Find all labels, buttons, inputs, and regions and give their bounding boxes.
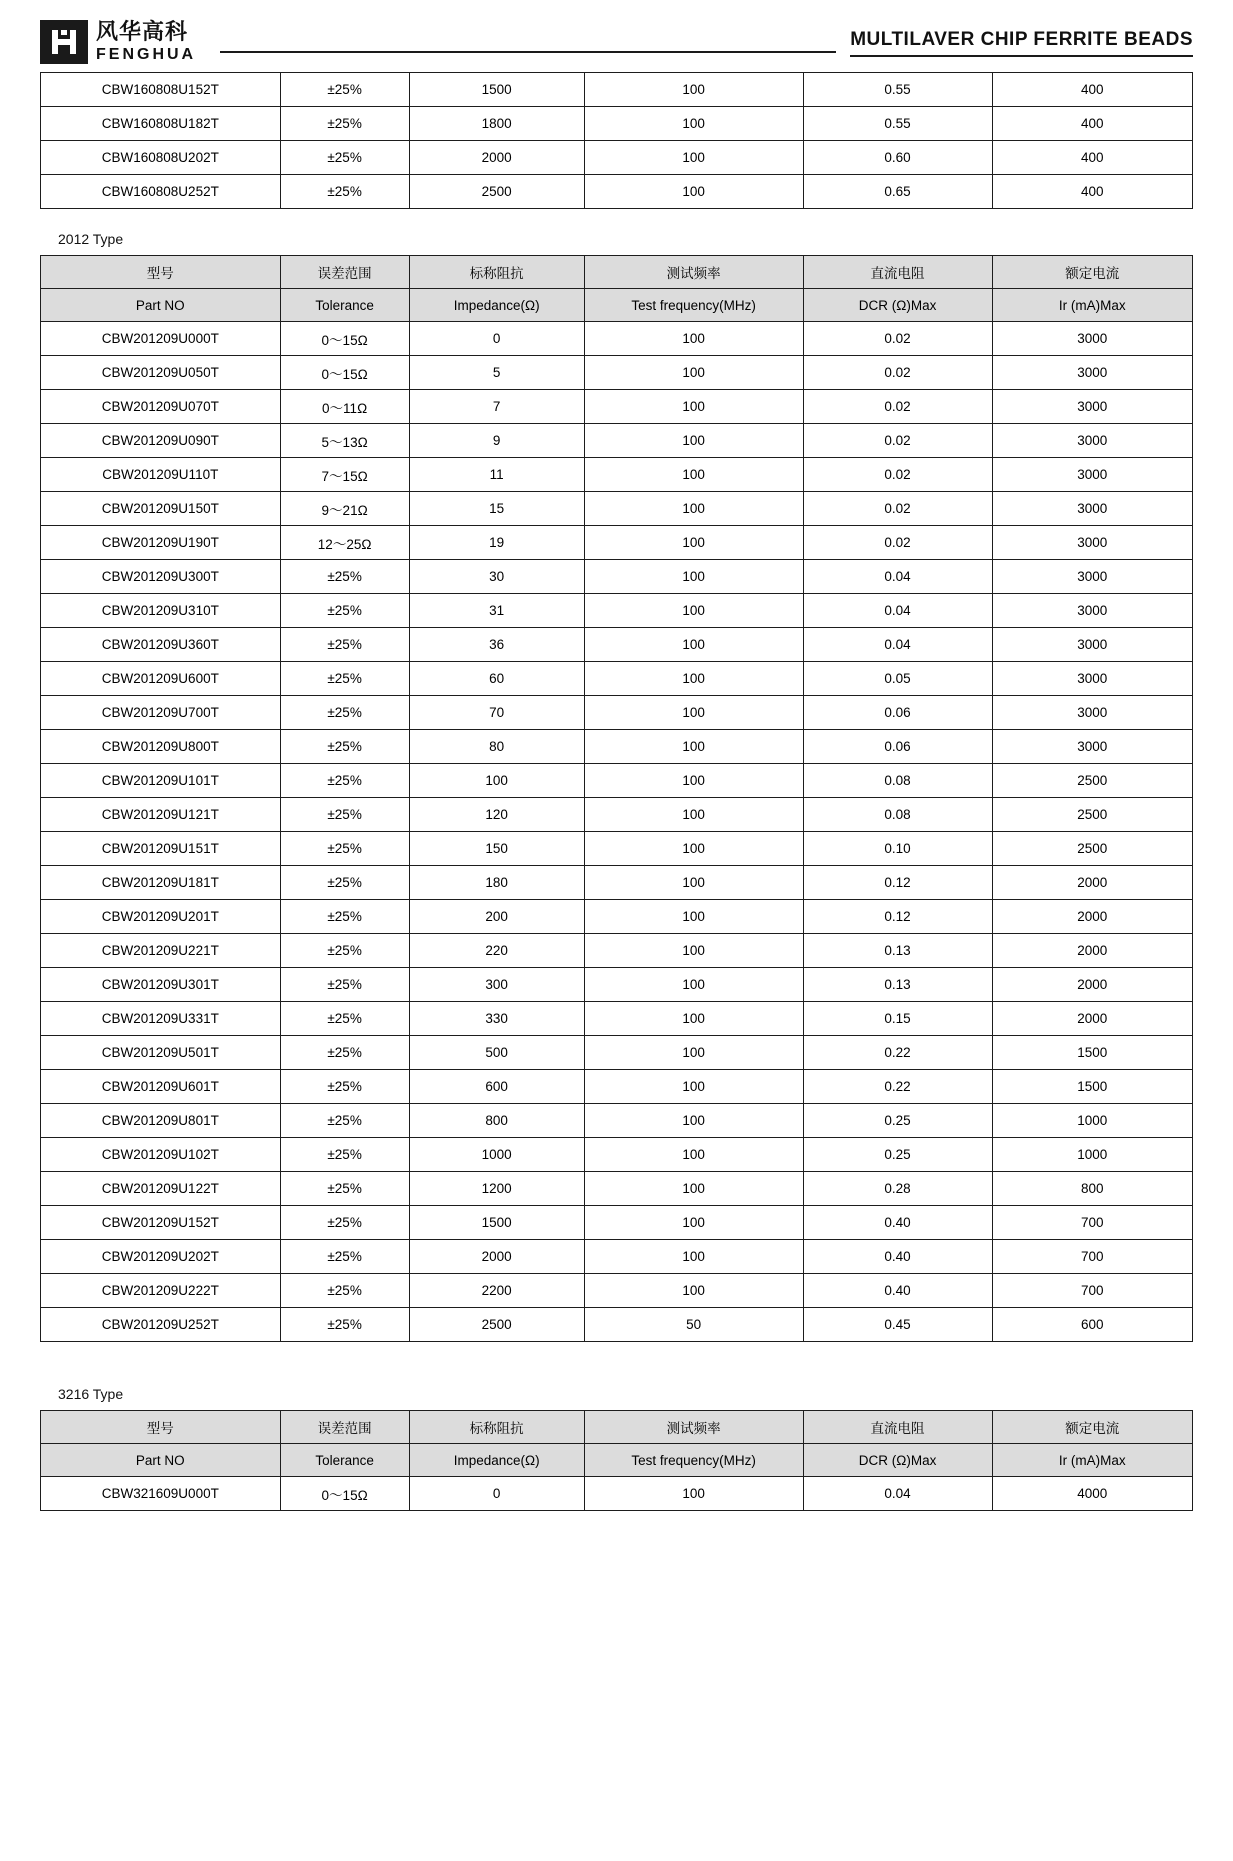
cell-part-no: CBW201209U300T bbox=[41, 560, 281, 594]
cell-impedance: 31 bbox=[409, 594, 584, 628]
cell-tolerance: ±25% bbox=[280, 764, 409, 798]
table-3216 bbox=[40, 1410, 1193, 1511]
cell-impedance: 1800 bbox=[409, 107, 584, 141]
cell-dcr: 0.08 bbox=[803, 764, 992, 798]
cell-part-no: CBW201209U150T bbox=[41, 492, 281, 526]
cell-tolerance: ±25% bbox=[280, 1036, 409, 1070]
cell-part-no: CBW201209U181T bbox=[41, 866, 281, 900]
cell-part-no: CBW201209U070T bbox=[41, 390, 281, 424]
cell-dcr: 0.02 bbox=[803, 492, 992, 526]
cell-dcr: 0.12 bbox=[803, 900, 992, 934]
cell-test-frequency: 100 bbox=[584, 730, 803, 764]
cell-impedance: 15 bbox=[409, 492, 584, 526]
page-header bbox=[40, 0, 1193, 72]
cell-dcr: 0.06 bbox=[803, 696, 992, 730]
cell-part-no: CBW201209U190T bbox=[41, 526, 281, 560]
table-row bbox=[41, 560, 1193, 594]
cell-tolerance: ±25% bbox=[280, 1002, 409, 1036]
col-header-frequency-en: Test frequency(MHz) bbox=[584, 1444, 803, 1477]
col-header-impedance-en: Impedance(Ω) bbox=[409, 289, 584, 322]
cell-test-frequency: 100 bbox=[584, 356, 803, 390]
col-header-tolerance-cn: 误差范围 bbox=[280, 256, 409, 289]
table-row bbox=[41, 141, 1193, 175]
cell-rated-current: 3000 bbox=[992, 492, 1192, 526]
cell-part-no: CBW160808U252T bbox=[41, 175, 281, 209]
cell-dcr: 0.10 bbox=[803, 832, 992, 866]
cell-part-no: CBW201209U090T bbox=[41, 424, 281, 458]
cell-test-frequency: 100 bbox=[584, 594, 803, 628]
table-row bbox=[41, 832, 1193, 866]
cell-rated-current: 3000 bbox=[992, 628, 1192, 662]
cell-impedance: 70 bbox=[409, 696, 584, 730]
table-row bbox=[41, 1308, 1193, 1342]
cell-impedance: 500 bbox=[409, 1036, 584, 1070]
table-row bbox=[41, 866, 1193, 900]
cell-rated-current: 3000 bbox=[992, 594, 1192, 628]
cell-test-frequency: 100 bbox=[584, 866, 803, 900]
table-row bbox=[41, 322, 1193, 356]
header-divider-rule bbox=[220, 51, 836, 53]
cell-test-frequency: 100 bbox=[584, 1477, 803, 1511]
cell-tolerance: ±25% bbox=[280, 866, 409, 900]
cell-rated-current: 3000 bbox=[992, 424, 1192, 458]
cell-part-no: CBW201209U101T bbox=[41, 764, 281, 798]
table-row bbox=[41, 458, 1193, 492]
table-row bbox=[41, 764, 1193, 798]
cell-rated-current: 400 bbox=[992, 107, 1192, 141]
cell-tolerance: 0～11Ω bbox=[280, 390, 409, 424]
cell-dcr: 0.02 bbox=[803, 424, 992, 458]
table-row bbox=[41, 175, 1193, 209]
table-row bbox=[41, 424, 1193, 458]
cell-tolerance: ±25% bbox=[280, 662, 409, 696]
cell-part-no: CBW201209U252T bbox=[41, 1308, 281, 1342]
cell-rated-current: 2000 bbox=[992, 1002, 1192, 1036]
cell-tolerance: 7～15Ω bbox=[280, 458, 409, 492]
col-header-frequency-en: Test frequency(MHz) bbox=[584, 289, 803, 322]
table-row bbox=[41, 107, 1193, 141]
cell-dcr: 0.22 bbox=[803, 1070, 992, 1104]
col-header-impedance-cn: 标称阻抗 bbox=[409, 1411, 584, 1444]
col-header-part-no-cn: 型号 bbox=[41, 256, 281, 289]
cell-tolerance: ±25% bbox=[280, 696, 409, 730]
section-label-3216: 3216 Type bbox=[58, 1386, 124, 1402]
table-2012-body bbox=[41, 322, 1193, 1342]
cell-test-frequency: 100 bbox=[584, 424, 803, 458]
cell-rated-current: 1500 bbox=[992, 1070, 1192, 1104]
cell-test-frequency: 100 bbox=[584, 1104, 803, 1138]
col-header-part-no-cn: 型号 bbox=[41, 1411, 281, 1444]
col-header-tolerance-cn: 误差范围 bbox=[280, 1411, 409, 1444]
cell-test-frequency: 100 bbox=[584, 1070, 803, 1104]
cell-test-frequency: 100 bbox=[584, 764, 803, 798]
cell-tolerance: ±25% bbox=[280, 1206, 409, 1240]
cell-test-frequency: 100 bbox=[584, 968, 803, 1002]
col-header-part-no-en: Part NO bbox=[41, 1444, 281, 1477]
col-header-current-en: Ir (mA)Max bbox=[992, 1444, 1192, 1477]
table-row bbox=[41, 696, 1193, 730]
cell-dcr: 0.04 bbox=[803, 1477, 992, 1511]
cell-part-no: CBW201209U202T bbox=[41, 1240, 281, 1274]
cell-tolerance: ±25% bbox=[280, 1172, 409, 1206]
cell-tolerance: 0～15Ω bbox=[280, 322, 409, 356]
cell-test-frequency: 100 bbox=[584, 1036, 803, 1070]
cell-test-frequency: 100 bbox=[584, 798, 803, 832]
cell-part-no: CBW321609U000T bbox=[41, 1477, 281, 1511]
table-1608-continued bbox=[40, 72, 1193, 209]
cell-impedance: 7 bbox=[409, 390, 584, 424]
cell-test-frequency: 100 bbox=[584, 1138, 803, 1172]
cell-impedance: 5 bbox=[409, 356, 584, 390]
header-row-cn bbox=[41, 1411, 1193, 1444]
cell-test-frequency: 100 bbox=[584, 900, 803, 934]
cell-rated-current: 2500 bbox=[992, 798, 1192, 832]
cell-dcr: 0.22 bbox=[803, 1036, 992, 1070]
cell-test-frequency: 100 bbox=[584, 560, 803, 594]
cell-part-no: CBW201209U800T bbox=[41, 730, 281, 764]
cell-tolerance: 0～15Ω bbox=[280, 1477, 409, 1511]
cell-part-no: CBW201209U310T bbox=[41, 594, 281, 628]
cell-tolerance: ±25% bbox=[280, 73, 409, 107]
cell-tolerance: ±25% bbox=[280, 1240, 409, 1274]
cell-impedance: 200 bbox=[409, 900, 584, 934]
cell-part-no: CBW201209U221T bbox=[41, 934, 281, 968]
cell-rated-current: 2000 bbox=[992, 866, 1192, 900]
cell-tolerance: ±25% bbox=[280, 1070, 409, 1104]
col-header-dcr-cn: 直流电阻 bbox=[803, 1411, 992, 1444]
cell-tolerance: ±25% bbox=[280, 934, 409, 968]
table-row bbox=[41, 526, 1193, 560]
cell-part-no: CBW201209U151T bbox=[41, 832, 281, 866]
cell-rated-current: 400 bbox=[992, 73, 1192, 107]
cell-test-frequency: 100 bbox=[584, 73, 803, 107]
brand-wordmark bbox=[96, 21, 196, 63]
cell-tolerance: 12～25Ω bbox=[280, 526, 409, 560]
cell-dcr: 0.15 bbox=[803, 1002, 992, 1036]
cell-dcr: 0.02 bbox=[803, 458, 992, 492]
cell-dcr: 0.02 bbox=[803, 390, 992, 424]
col-header-frequency-cn: 测试频率 bbox=[584, 1411, 803, 1444]
table-row bbox=[41, 934, 1193, 968]
table-row bbox=[41, 594, 1193, 628]
cell-impedance: 60 bbox=[409, 662, 584, 696]
cell-impedance: 100 bbox=[409, 764, 584, 798]
cell-impedance: 0 bbox=[409, 322, 584, 356]
cell-test-frequency: 100 bbox=[584, 141, 803, 175]
cell-tolerance: ±25% bbox=[280, 900, 409, 934]
brand-logo bbox=[40, 20, 196, 64]
cell-part-no: CBW201209U801T bbox=[41, 1104, 281, 1138]
table-row bbox=[41, 798, 1193, 832]
cell-part-no: CBW201209U301T bbox=[41, 968, 281, 1002]
col-header-impedance-cn: 标称阻抗 bbox=[409, 256, 584, 289]
cell-rated-current: 3000 bbox=[992, 390, 1192, 424]
cell-impedance: 600 bbox=[409, 1070, 584, 1104]
table-row bbox=[41, 1240, 1193, 1274]
table-3216-body bbox=[41, 1477, 1193, 1511]
cell-rated-current: 800 bbox=[992, 1172, 1192, 1206]
cell-dcr: 0.05 bbox=[803, 662, 992, 696]
cell-impedance: 0 bbox=[409, 1477, 584, 1511]
cell-impedance: 150 bbox=[409, 832, 584, 866]
cell-test-frequency: 100 bbox=[584, 696, 803, 730]
cell-test-frequency: 100 bbox=[584, 526, 803, 560]
cell-dcr: 0.40 bbox=[803, 1206, 992, 1240]
cell-dcr: 0.40 bbox=[803, 1274, 992, 1308]
table-row bbox=[41, 1104, 1193, 1138]
cell-test-frequency: 100 bbox=[584, 628, 803, 662]
cell-rated-current: 4000 bbox=[992, 1477, 1192, 1511]
cell-rated-current: 2500 bbox=[992, 764, 1192, 798]
cell-impedance: 2500 bbox=[409, 175, 584, 209]
col-header-current-cn: 额定电流 bbox=[992, 256, 1192, 289]
table-row bbox=[41, 356, 1193, 390]
cell-impedance: 30 bbox=[409, 560, 584, 594]
col-header-part-no-en: Part NO bbox=[41, 289, 281, 322]
table-row bbox=[41, 1002, 1193, 1036]
cell-impedance: 80 bbox=[409, 730, 584, 764]
brand-name-en: FENGHUA bbox=[96, 46, 197, 63]
cell-dcr: 0.08 bbox=[803, 798, 992, 832]
table-row bbox=[41, 662, 1193, 696]
cell-dcr: 0.04 bbox=[803, 560, 992, 594]
table-row bbox=[41, 1138, 1193, 1172]
col-header-dcr-en: DCR (Ω)Max bbox=[803, 289, 992, 322]
table-row bbox=[41, 968, 1193, 1002]
cell-part-no: CBW201209U122T bbox=[41, 1172, 281, 1206]
table-3216-head bbox=[41, 1411, 1193, 1477]
cell-tolerance: ±25% bbox=[280, 968, 409, 1002]
cell-tolerance: ±25% bbox=[280, 1274, 409, 1308]
cell-rated-current: 3000 bbox=[992, 560, 1192, 594]
cell-dcr: 0.25 bbox=[803, 1138, 992, 1172]
cell-rated-current: 3000 bbox=[992, 662, 1192, 696]
cell-part-no: CBW201209U000T bbox=[41, 322, 281, 356]
col-header-dcr-cn: 直流电阻 bbox=[803, 256, 992, 289]
table-row bbox=[41, 628, 1193, 662]
document-title: MULTILAVER CHIP FERRITE BEADS bbox=[850, 29, 1193, 57]
cell-impedance: 19 bbox=[409, 526, 584, 560]
col-header-tolerance-en: Tolerance bbox=[280, 1444, 409, 1477]
cell-part-no: CBW201209U121T bbox=[41, 798, 281, 832]
cell-impedance: 2500 bbox=[409, 1308, 584, 1342]
cell-dcr: 0.13 bbox=[803, 934, 992, 968]
cell-impedance: 300 bbox=[409, 968, 584, 1002]
cell-tolerance: ±25% bbox=[280, 107, 409, 141]
cell-impedance: 330 bbox=[409, 1002, 584, 1036]
cell-dcr: 0.04 bbox=[803, 628, 992, 662]
cell-part-no: CBW160808U152T bbox=[41, 73, 281, 107]
table-row bbox=[41, 1172, 1193, 1206]
table-2012-head bbox=[41, 256, 1193, 322]
cell-test-frequency: 100 bbox=[584, 1002, 803, 1036]
table-row bbox=[41, 730, 1193, 764]
cell-rated-current: 2000 bbox=[992, 900, 1192, 934]
cell-rated-current: 2000 bbox=[992, 934, 1192, 968]
table-row bbox=[41, 1206, 1193, 1240]
cell-dcr: 0.45 bbox=[803, 1308, 992, 1342]
cell-tolerance: ±25% bbox=[280, 730, 409, 764]
cell-rated-current: 600 bbox=[992, 1308, 1192, 1342]
col-header-current-en: Ir (mA)Max bbox=[992, 289, 1192, 322]
cell-impedance: 180 bbox=[409, 866, 584, 900]
cell-rated-current: 3000 bbox=[992, 730, 1192, 764]
cell-tolerance: 5～13Ω bbox=[280, 424, 409, 458]
cell-test-frequency: 100 bbox=[584, 322, 803, 356]
cell-part-no: CBW201209U600T bbox=[41, 662, 281, 696]
cell-part-no: CBW201209U360T bbox=[41, 628, 281, 662]
header-row-cn bbox=[41, 256, 1193, 289]
cell-rated-current: 3000 bbox=[992, 322, 1192, 356]
cell-impedance: 1200 bbox=[409, 1172, 584, 1206]
cell-rated-current: 1000 bbox=[992, 1104, 1192, 1138]
cell-test-frequency: 100 bbox=[584, 934, 803, 968]
table-2012 bbox=[40, 255, 1193, 1342]
cell-dcr: 0.02 bbox=[803, 322, 992, 356]
cell-impedance: 2200 bbox=[409, 1274, 584, 1308]
cell-test-frequency: 100 bbox=[584, 458, 803, 492]
cell-part-no: CBW201209U601T bbox=[41, 1070, 281, 1104]
cell-rated-current: 2500 bbox=[992, 832, 1192, 866]
cell-test-frequency: 100 bbox=[584, 1240, 803, 1274]
cell-impedance: 36 bbox=[409, 628, 584, 662]
cell-rated-current: 3000 bbox=[992, 526, 1192, 560]
cell-dcr: 0.06 bbox=[803, 730, 992, 764]
cell-part-no: CBW160808U182T bbox=[41, 107, 281, 141]
cell-dcr: 0.25 bbox=[803, 1104, 992, 1138]
cell-rated-current: 3000 bbox=[992, 458, 1192, 492]
cell-dcr: 0.55 bbox=[803, 73, 992, 107]
section-label-2012: 2012 Type bbox=[58, 231, 124, 247]
table-row bbox=[41, 1070, 1193, 1104]
section-spacer bbox=[40, 1342, 1193, 1364]
cell-rated-current: 400 bbox=[992, 141, 1192, 175]
cell-test-frequency: 100 bbox=[584, 107, 803, 141]
table-row bbox=[41, 900, 1193, 934]
brand-name-cn: 风华高科 bbox=[96, 19, 189, 44]
cell-impedance: 11 bbox=[409, 458, 584, 492]
cell-tolerance: ±25% bbox=[280, 175, 409, 209]
cell-part-no: CBW201209U700T bbox=[41, 696, 281, 730]
cell-tolerance: ±25% bbox=[280, 1308, 409, 1342]
cell-part-no: CBW201209U110T bbox=[41, 458, 281, 492]
cell-rated-current: 700 bbox=[992, 1274, 1192, 1308]
cell-part-no: CBW201209U331T bbox=[41, 1002, 281, 1036]
cell-dcr: 0.60 bbox=[803, 141, 992, 175]
cell-tolerance: ±25% bbox=[280, 1138, 409, 1172]
table-row bbox=[41, 492, 1193, 526]
cell-part-no: CBW160808U202T bbox=[41, 141, 281, 175]
cell-dcr: 0.04 bbox=[803, 594, 992, 628]
cell-part-no: CBW201209U152T bbox=[41, 1206, 281, 1240]
cell-part-no: CBW201209U050T bbox=[41, 356, 281, 390]
cell-impedance: 1500 bbox=[409, 1206, 584, 1240]
cell-rated-current: 2000 bbox=[992, 968, 1192, 1002]
cell-test-frequency: 100 bbox=[584, 492, 803, 526]
cell-test-frequency: 100 bbox=[584, 1206, 803, 1240]
table-row bbox=[41, 1036, 1193, 1070]
cell-dcr: 0.40 bbox=[803, 1240, 992, 1274]
fenghua-logo-icon bbox=[40, 20, 88, 64]
cell-dcr: 0.13 bbox=[803, 968, 992, 1002]
cell-impedance: 220 bbox=[409, 934, 584, 968]
table-1608-body bbox=[41, 73, 1193, 209]
cell-tolerance: ±25% bbox=[280, 594, 409, 628]
cell-tolerance: ±25% bbox=[280, 832, 409, 866]
cell-impedance: 9 bbox=[409, 424, 584, 458]
cell-dcr: 0.55 bbox=[803, 107, 992, 141]
cell-part-no: CBW201209U102T bbox=[41, 1138, 281, 1172]
cell-impedance: 1500 bbox=[409, 73, 584, 107]
cell-test-frequency: 100 bbox=[584, 1274, 803, 1308]
cell-tolerance: ±25% bbox=[280, 560, 409, 594]
col-header-impedance-en: Impedance(Ω) bbox=[409, 1444, 584, 1477]
cell-rated-current: 700 bbox=[992, 1206, 1192, 1240]
cell-impedance: 1000 bbox=[409, 1138, 584, 1172]
header-row-en bbox=[41, 1444, 1193, 1477]
cell-test-frequency: 50 bbox=[584, 1308, 803, 1342]
cell-dcr: 0.02 bbox=[803, 356, 992, 390]
cell-part-no: CBW201209U201T bbox=[41, 900, 281, 934]
cell-tolerance: 9～21Ω bbox=[280, 492, 409, 526]
cell-tolerance: ±25% bbox=[280, 1104, 409, 1138]
cell-impedance: 120 bbox=[409, 798, 584, 832]
table-row bbox=[41, 1477, 1193, 1511]
table-row bbox=[41, 1274, 1193, 1308]
table-row bbox=[41, 390, 1193, 424]
cell-test-frequency: 100 bbox=[584, 662, 803, 696]
cell-part-no: CBW201209U501T bbox=[41, 1036, 281, 1070]
cell-tolerance: ±25% bbox=[280, 141, 409, 175]
cell-test-frequency: 100 bbox=[584, 1172, 803, 1206]
table-row bbox=[41, 73, 1193, 107]
cell-impedance: 2000 bbox=[409, 141, 584, 175]
cell-test-frequency: 100 bbox=[584, 390, 803, 424]
cell-rated-current: 3000 bbox=[992, 696, 1192, 730]
col-header-tolerance-en: Tolerance bbox=[280, 289, 409, 322]
cell-rated-current: 700 bbox=[992, 1240, 1192, 1274]
cell-test-frequency: 100 bbox=[584, 175, 803, 209]
cell-impedance: 2000 bbox=[409, 1240, 584, 1274]
cell-tolerance: ±25% bbox=[280, 628, 409, 662]
col-header-dcr-en: DCR (Ω)Max bbox=[803, 1444, 992, 1477]
cell-rated-current: 3000 bbox=[992, 356, 1192, 390]
header-row-en bbox=[41, 289, 1193, 322]
col-header-current-cn: 额定电流 bbox=[992, 1411, 1192, 1444]
cell-tolerance: 0～15Ω bbox=[280, 356, 409, 390]
cell-part-no: CBW201209U222T bbox=[41, 1274, 281, 1308]
cell-dcr: 0.28 bbox=[803, 1172, 992, 1206]
cell-dcr: 0.02 bbox=[803, 526, 992, 560]
col-header-frequency-cn: 测试频率 bbox=[584, 256, 803, 289]
cell-tolerance: ±25% bbox=[280, 798, 409, 832]
cell-dcr: 0.12 bbox=[803, 866, 992, 900]
cell-dcr: 0.65 bbox=[803, 175, 992, 209]
cell-rated-current: 1000 bbox=[992, 1138, 1192, 1172]
cell-test-frequency: 100 bbox=[584, 832, 803, 866]
cell-rated-current: 400 bbox=[992, 175, 1192, 209]
cell-impedance: 800 bbox=[409, 1104, 584, 1138]
cell-rated-current: 1500 bbox=[992, 1036, 1192, 1070]
